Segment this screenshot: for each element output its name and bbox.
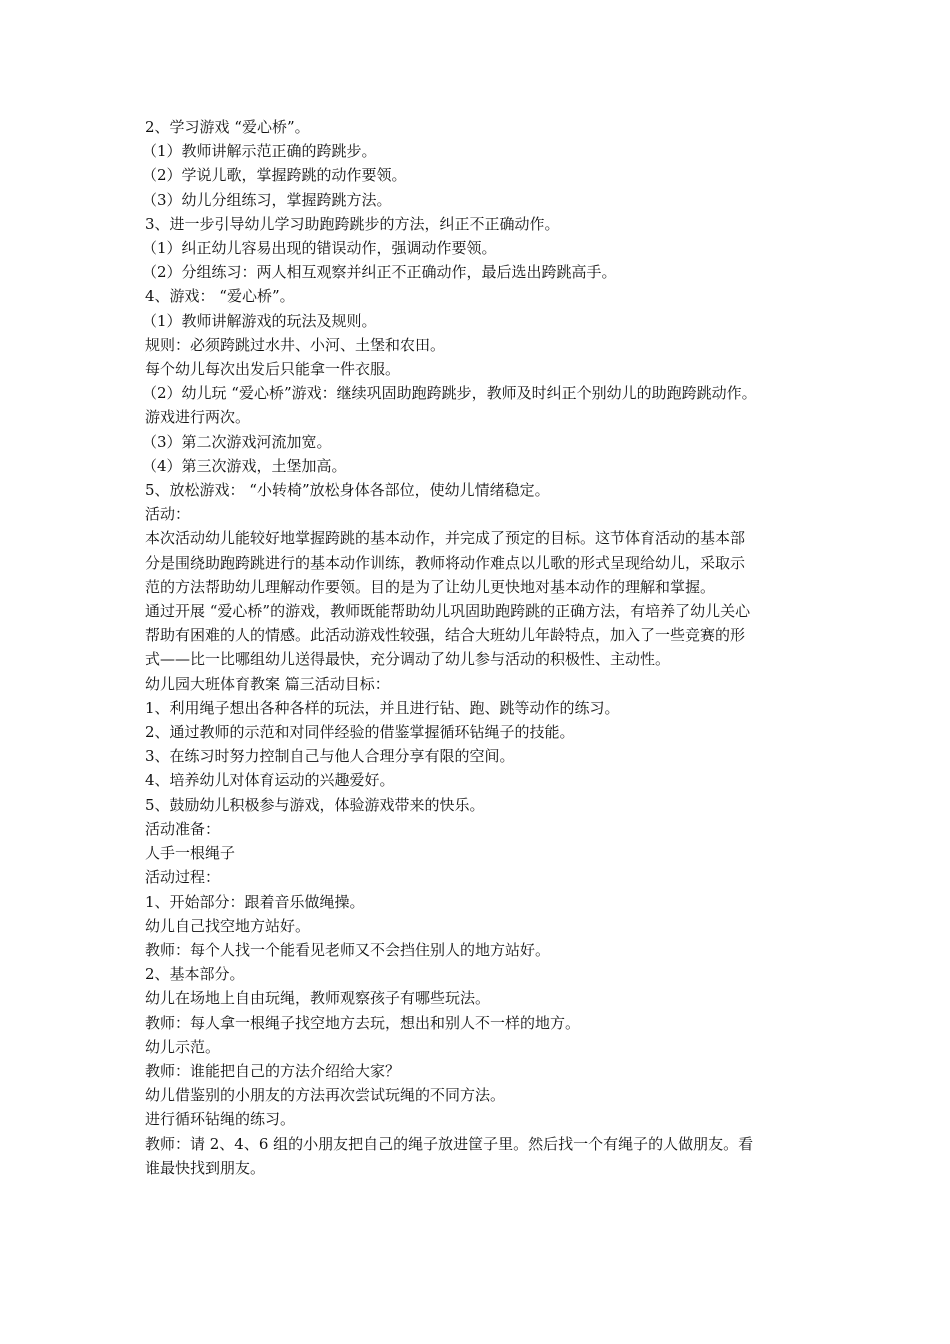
text-line: 规则：必须跨跳过水井、小河、土堡和农田。	[145, 335, 446, 354]
text-line: 5、鼓励幼儿积极参与游戏，体验游戏带来的快乐。	[145, 795, 485, 814]
text-line: 本次活动幼儿能较好地掌握跨跳的基本动作，并完成了预定的目标。这节体育活动的基本部	[145, 529, 746, 548]
text-line: （4）第三次游戏，土堡加高。	[142, 456, 347, 475]
text-line: 游戏进行两次。	[145, 408, 251, 427]
text-line: 式——比一比哪组幼儿送得最快，充分调动了幼儿参与活动的积极性、主动性。	[145, 650, 671, 669]
text-line: 幼儿借鉴别的小朋友的方法再次尝试玩绳的不同方法。	[145, 1086, 506, 1105]
text-line: 3、在练习时努力控制自己与他人合理分享有限的空间。	[145, 747, 515, 766]
text-line: 通过开展 “爱心桥”的游戏，教师既能帮助幼儿巩固助跑跨跳的正确方法，有培养了幼儿关心	[145, 602, 751, 621]
text-line: （3）幼儿分组练习，掌握跨跳方法。	[142, 190, 392, 209]
text-line: 3、进一步引导幼儿学习助跑跨跳步的方法，纠正不正确动作。	[145, 214, 560, 233]
text-line: 幼儿示范。	[145, 1037, 221, 1056]
text-line: （1）纠正幼儿容易出现的错误动作，强调动作要领。	[142, 239, 497, 258]
text-line: 4、游戏： “爱心桥”。	[145, 287, 295, 306]
text-line: （3）第二次游戏河流加宽。	[142, 432, 332, 451]
text-line: 教师：请 2、4、6 组的小朋友把自己的绳子放进筐子里。然后找一个有绳子的人做朋友。看	[145, 1134, 754, 1153]
text-line: 分是围绕助跑跨跳进行的基本动作训练，教师将动作难点以儿歌的形式呈现给幼儿，采取示	[145, 553, 746, 572]
text-line: （2）分组练习：两人相互观察并纠正不正确动作，最后选出跨跳高手。	[142, 263, 617, 282]
text-line: 幼儿园大班体育教案 篇三活动目标：	[145, 674, 390, 693]
text-line: 活动：	[145, 505, 191, 524]
text-line: 教师：谁能把自己的方法介绍给大家？	[145, 1061, 401, 1080]
text-line: 教师：每人拿一根绳子找空地方去玩，想出和别人不一样的地方。	[145, 1013, 581, 1032]
text-line: 2、基本部分。	[145, 965, 245, 984]
text-line: 1、利用绳子想出各种各样的玩法，并且进行钻、跑、跳等动作的练习。	[145, 698, 620, 717]
text-line: （1）教师讲解游戏的玩法及规则。	[142, 311, 377, 330]
text-line: 活动过程：	[145, 868, 221, 887]
text-line: 帮助有困难的人的情感。此活动游戏性较强，结合大班幼儿年龄特点，加入了一些竞赛的形	[145, 626, 746, 645]
document-body	[142, 115, 810, 1180]
text-line: （1）教师讲解示范正确的跨跳步。	[142, 142, 377, 161]
text-line: （2）学说儿歌，掌握跨跳的动作要领。	[142, 166, 407, 185]
text-line: 4、培养幼儿对体育运动的兴趣爱好。	[145, 771, 395, 790]
text-line: 5、放松游戏： “小转椅”放松身体各部位，使幼儿情绪稳定。	[145, 481, 550, 500]
text-line: 2、学习游戏 “爱心桥”。	[145, 118, 310, 136]
text-line: 每个幼儿每次出发后只能拿一件衣服。	[145, 360, 401, 379]
text-line: 教师：每个人找一个能看见老师又不会挡住别人的地方站好。	[145, 940, 551, 959]
text-line: 人手一根绳子	[145, 844, 236, 863]
text-line: 2、通过教师的示范和对同伴经验的借鉴掌握循环钻绳子的技能。	[145, 723, 575, 742]
text-line: 幼儿自己找空地方站好。	[145, 916, 311, 935]
text-line: （2）幼儿玩 “爱心桥”游戏：继续巩固助跑跨跳步，教师及时纠正个别幼儿的助跑跨跳动作。	[142, 384, 757, 403]
text-line: 幼儿在场地上自由玩绳，教师观察孩子有哪些玩法。	[145, 989, 491, 1008]
text-line: 1、开始部分：跟着音乐做绳操。	[145, 892, 365, 911]
text-line: 进行循环钻绳的练习。	[145, 1110, 296, 1129]
text-line: 范的方法帮助幼儿理解动作要领。目的是为了让幼儿更快地对基本动作的理解和掌握。	[145, 577, 716, 596]
text-line: 谁最快找到朋友。	[145, 1158, 266, 1177]
text-line: 活动准备：	[145, 819, 221, 838]
